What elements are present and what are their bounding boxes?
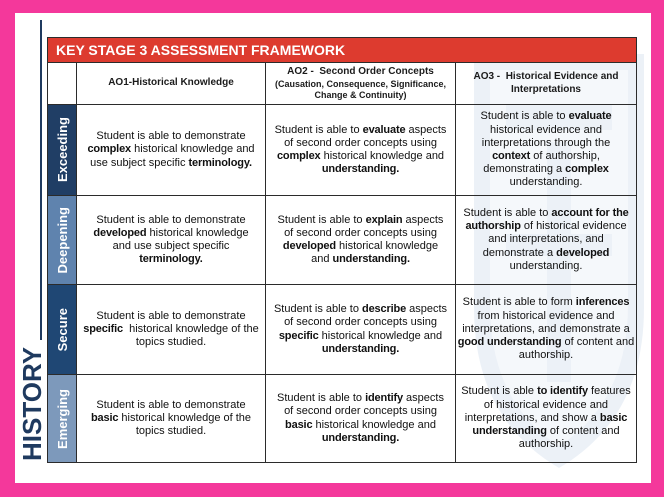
- cell-text-line: [93, 227, 248, 240]
- cell-text-line: [96, 310, 245, 323]
- bold-text-segment: understanding.: [321, 163, 400, 176]
- text-segment: historical knowledge: [335, 240, 439, 252]
- cell-text-line: [481, 110, 612, 123]
- bold-text-segment: specific: [83, 322, 123, 335]
- header-corner-cell: [48, 63, 77, 105]
- text-segment: interpretations, and demonstrate a: [462, 322, 630, 335]
- text-segment: Student is able to: [274, 123, 363, 136]
- cell-text-line: [279, 330, 442, 343]
- subject-label: HISTORY: [17, 346, 47, 462]
- text-segment: of second order concepts using: [284, 405, 437, 418]
- cell-text-line: [465, 220, 626, 233]
- text-segment: demonstrate a: [482, 246, 557, 259]
- bold-text-segment: understanding.: [332, 253, 410, 266]
- cell-text-line: [322, 432, 399, 445]
- cell-text-line: [510, 260, 583, 273]
- bold-text-segment: context: [492, 150, 531, 162]
- text-segment: interpretations through the: [481, 136, 611, 149]
- cell-text-line: [465, 412, 628, 425]
- text-segment: aspects: [406, 303, 448, 316]
- cell-text-line: [87, 143, 254, 156]
- text-segment: historical knowledge of the: [123, 322, 259, 335]
- bold-text-segment: complex: [276, 150, 321, 162]
- cell-secure-ao2: [266, 285, 456, 375]
- column-header-subtitle: (Causation, Consequence, Significance,: [274, 79, 447, 90]
- bold-text-segment: understanding.: [321, 342, 400, 355]
- text-segment: historical knowledge and: [131, 143, 255, 156]
- text-segment: historical knowledge of the: [118, 411, 252, 424]
- cell-text-line: [463, 296, 630, 309]
- bold-text-segment: good understanding: [457, 336, 562, 349]
- row-label-exceeding: [48, 105, 77, 196]
- cell-text-line: [136, 336, 206, 349]
- text-segment: features: [587, 385, 631, 398]
- cell-text-line: [96, 214, 245, 227]
- cell-text-line: [472, 425, 619, 438]
- cell-text-line: [461, 385, 631, 398]
- bold-text-segment: inferences: [575, 296, 630, 309]
- cell-text-line: [492, 150, 600, 163]
- text-segment: historical knowledge and: [320, 150, 445, 162]
- cell-text-line: [96, 399, 245, 412]
- cell-text-line: [283, 240, 438, 253]
- text-segment: from historical evidence and: [477, 309, 615, 322]
- bold-text-segment: evaluate: [568, 110, 612, 123]
- column-header-ao3: [456, 63, 637, 105]
- cell-text-line: [90, 157, 252, 170]
- column-header-title: AO2 - Second Order Concepts: [287, 65, 434, 77]
- cell-deepening-ao2: [266, 196, 456, 285]
- row-label-text: Exceeding: [54, 117, 70, 183]
- cell-text-line: [91, 412, 251, 425]
- cell-text-line: [311, 253, 410, 266]
- text-segment: of content and: [561, 336, 635, 349]
- text-segment: authorship.: [518, 349, 574, 362]
- text-segment: Student is able to demonstrate: [96, 398, 246, 411]
- bold-text-segment: basic: [285, 418, 313, 431]
- side-accent-line: [40, 20, 42, 340]
- column-header-subtitle: Change & Continuity): [314, 90, 407, 101]
- cell-exceeding-ao1: [77, 105, 266, 196]
- cell-text-line: [136, 425, 206, 438]
- framework-title: KEY STAGE 3 ASSESSMENT FRAMEWORK: [48, 38, 637, 63]
- column-header-title: Interpretations: [510, 83, 581, 95]
- text-segment: authorship.: [518, 438, 574, 451]
- cell-text-line: [277, 392, 444, 405]
- bold-text-segment: explain: [365, 213, 403, 226]
- column-header-title: AO1-Historical Knowledge: [108, 77, 234, 89]
- text-segment: aspects: [403, 392, 444, 405]
- column-header-title: AO3 - Historical Evidence and: [473, 71, 619, 82]
- text-segment: use subject specific: [90, 156, 189, 169]
- row-label-secure: [48, 285, 77, 375]
- cell-text-line: [139, 253, 202, 266]
- row-label-text: Deepening: [54, 206, 70, 274]
- text-segment: of historical evidence and: [483, 398, 609, 411]
- cell-emerging-ao3: [456, 375, 637, 463]
- text-segment: of second order concepts using: [284, 226, 437, 239]
- text-segment: Student is able to demonstrate: [96, 130, 246, 143]
- cell-text-line: [483, 163, 609, 176]
- cell-emerging-ao1: [77, 375, 266, 463]
- cell-deepening-ao1: [77, 196, 266, 285]
- text-segment: historical knowledge and: [318, 329, 443, 342]
- cell-text-line: [274, 303, 447, 316]
- cell-deepening-ao3: [456, 196, 637, 285]
- bold-text-segment: developed: [282, 240, 336, 252]
- cell-text-line: [275, 124, 447, 137]
- text-segment: of second order concepts using: [284, 316, 437, 329]
- bold-text-segment: understanding: [472, 425, 547, 438]
- text-segment: of authorship,: [530, 150, 600, 162]
- bold-text-segment: basic: [90, 411, 119, 424]
- text-segment: topics studied.: [135, 336, 207, 349]
- cell-text-line: [96, 130, 245, 143]
- bold-text-segment: basic: [599, 411, 628, 424]
- cell-text-line: [463, 207, 628, 220]
- cell-text-line: [483, 247, 609, 260]
- text-segment: and use subject specific: [112, 240, 230, 252]
- cell-text-line: [484, 399, 608, 412]
- text-segment: Student is able to form: [462, 296, 576, 309]
- row-label-emerging: [48, 375, 77, 463]
- text-segment: historical knowledge and: [312, 418, 436, 431]
- text-segment: and interpretations, and: [488, 233, 604, 246]
- cell-text-line: [278, 214, 444, 227]
- text-segment: understanding.: [509, 259, 583, 272]
- bold-text-segment: to identify: [537, 385, 588, 398]
- text-segment: of second order concepts using: [284, 136, 437, 149]
- text-segment: Student is able to: [273, 303, 363, 316]
- text-segment: Student is able to: [463, 206, 552, 219]
- assessment-framework-table: [47, 37, 637, 463]
- text-segment: demonstrating a: [483, 163, 566, 176]
- text-segment: historical evidence and: [490, 123, 602, 136]
- bold-text-segment: describe: [362, 303, 407, 316]
- cell-text-line: [458, 336, 634, 349]
- cell-secure-ao3: [456, 285, 637, 375]
- bold-text-segment: specific: [278, 329, 319, 342]
- text-segment: aspects: [405, 123, 447, 136]
- bold-text-segment: account for the: [551, 206, 629, 219]
- cell-text-line: [490, 124, 602, 137]
- bold-text-segment: complex: [87, 143, 132, 156]
- cell-text-line: [478, 310, 615, 323]
- cell-text-line: [284, 227, 437, 240]
- text-segment: Student is able to: [277, 213, 366, 226]
- bold-text-segment: complex: [565, 163, 609, 176]
- row-label-deepening: [48, 196, 77, 285]
- cell-text-line: [285, 419, 436, 432]
- cell-text-line: [113, 240, 230, 253]
- bold-text-segment: understanding.: [321, 431, 400, 444]
- column-header-ao1: [77, 63, 266, 105]
- cell-text-line: [322, 163, 399, 176]
- text-segment: and: [311, 253, 333, 266]
- bold-text-segment: developed: [93, 226, 147, 239]
- column-header-ao2: [266, 63, 456, 105]
- cell-text-line: [482, 137, 610, 150]
- text-segment: Student is able to: [480, 110, 569, 123]
- text-segment: Student is able to demonstrate: [96, 309, 246, 322]
- cell-text-line: [510, 176, 583, 189]
- text-segment: Student is able to demonstrate: [96, 213, 246, 226]
- text-segment: of historical evidence: [520, 220, 627, 233]
- bold-text-segment: authorship: [465, 220, 521, 233]
- text-segment: of content and: [546, 425, 620, 438]
- text-segment: understanding.: [509, 176, 583, 189]
- text-segment: topics studied.: [135, 425, 207, 438]
- cell-text-line: [83, 323, 259, 336]
- text-segment: historical knowledge: [146, 226, 249, 239]
- cell-text-line: [277, 150, 444, 163]
- cell-emerging-ao2: [266, 375, 456, 463]
- cell-text-line: [284, 316, 437, 329]
- text-segment: Student is able to: [277, 392, 366, 405]
- cell-text-line: [284, 405, 437, 418]
- bold-text-segment: terminology.: [139, 253, 203, 266]
- cell-text-line: [284, 137, 437, 150]
- text-segment: Student is able: [461, 385, 538, 398]
- bold-text-segment: developed: [556, 246, 610, 259]
- cell-exceeding-ao2: [266, 105, 456, 196]
- cell-text-line: [488, 233, 604, 246]
- bold-text-segment: terminology.: [188, 156, 252, 169]
- cell-text-line: [322, 343, 399, 356]
- row-label-text: Secure: [54, 307, 70, 352]
- bold-text-segment: identify: [365, 392, 403, 405]
- cell-text-line: [519, 438, 573, 451]
- row-label-text: Emerging: [54, 388, 70, 449]
- cell-text-line: [519, 349, 573, 362]
- cell-text-line: [462, 323, 630, 336]
- text-segment: interpretations, and show a: [464, 411, 600, 424]
- cell-secure-ao1: [77, 285, 266, 375]
- cell-exceeding-ao3: [456, 105, 637, 196]
- text-segment: aspects: [402, 213, 444, 226]
- bold-text-segment: evaluate: [362, 123, 406, 136]
